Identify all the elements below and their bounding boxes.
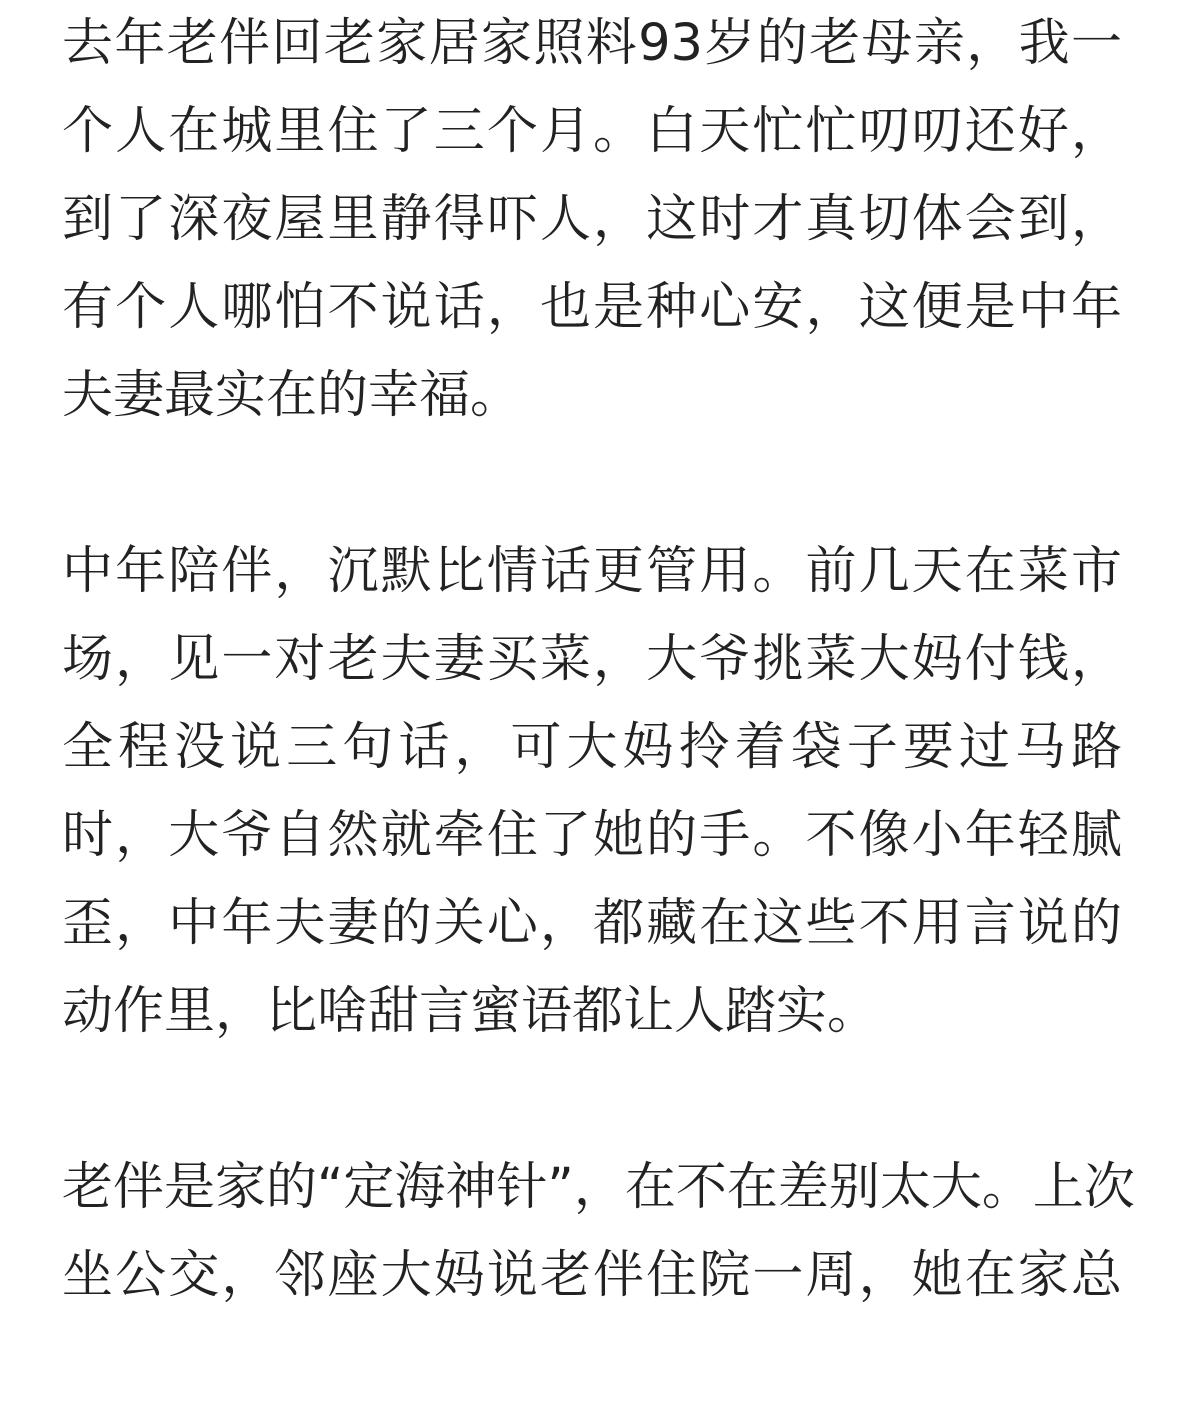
text-line: 时，大爷自然就牵住了她的手。不像小年轻腻: [62, 806, 1122, 865]
text-line: 全程没说三句话，可大妈拎着袋子要过马路: [62, 718, 1122, 777]
text-line: 个人在城里住了三个月。白天忙忙叨叨还好，: [62, 102, 1122, 161]
text-line: 夫妻最实在的幸福。: [62, 366, 522, 425]
text-line: 坐公交，邻座大妈说老伴住院一周，她在家总: [62, 1246, 1122, 1305]
text-line: 去年老伴回老家居家照料93岁的老母亲，我一: [62, 14, 1122, 73]
paragraph-1: [62, 0, 1122, 440]
text-line: 场，见一对老夫妻买菜，大爷挑菜大妈付钱，: [62, 630, 1122, 689]
text-line: 到了深夜屋里静得吓人，这时才真切体会到，: [62, 190, 1122, 249]
text-line: 动作里，比啥甜言蜜语都让人踏实。: [62, 982, 879, 1041]
text-line: 歪，中年夫妻的关心，都藏在这些不用言说的: [62, 894, 1122, 953]
paragraph-2: [62, 528, 1122, 1056]
text-line: 中年陪伴，沉默比情话更管用。前几天在菜市: [62, 542, 1122, 601]
text-line: 老伴是家的“定海神针”，在不在差别太大。上次: [62, 1158, 1135, 1217]
text-line: 有个人哪怕不说话，也是种心安，这便是中年: [62, 278, 1122, 337]
paragraph-3: [62, 1144, 1135, 1320]
article-body: [62, 0, 1135, 1408]
